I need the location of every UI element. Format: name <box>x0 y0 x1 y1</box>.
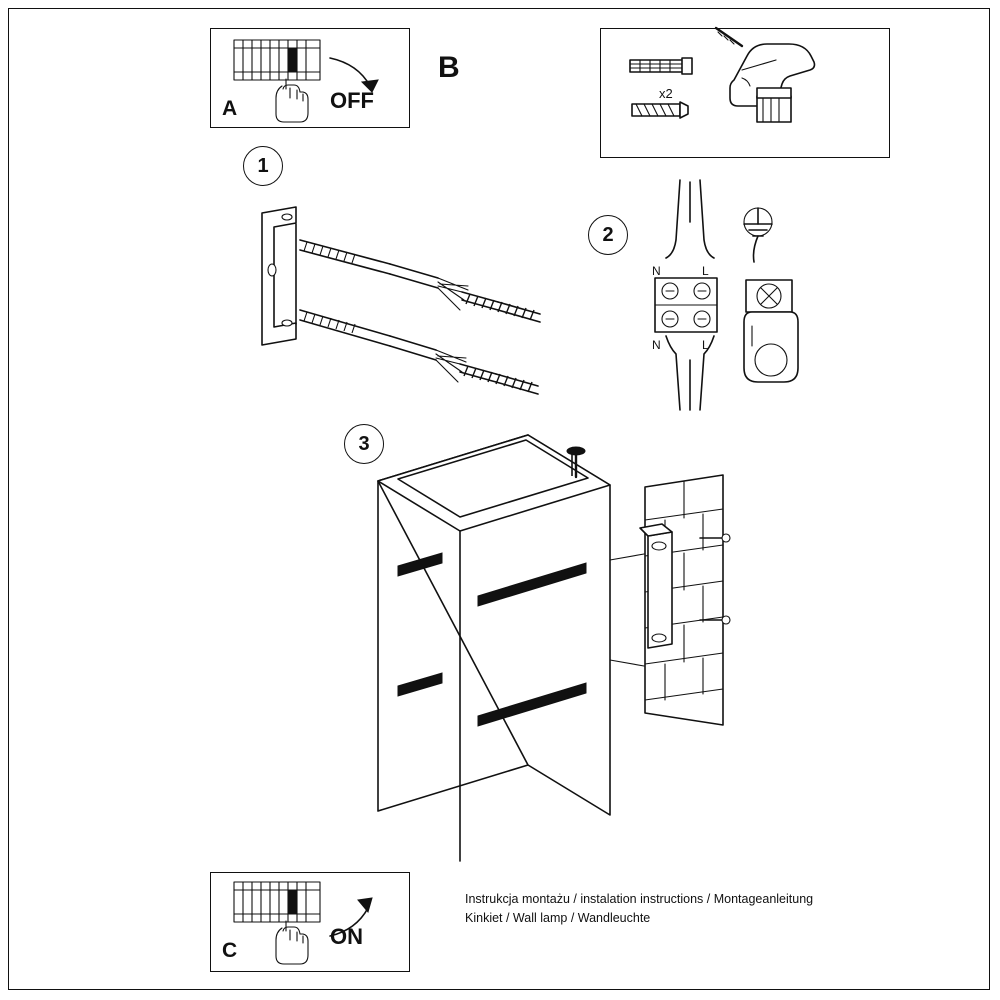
panel-a-action: OFF <box>330 88 374 113</box>
panel-b-quantity: x2 <box>659 86 673 101</box>
terminal-label-n-bottom: N <box>652 338 661 352</box>
panel-c-letter: C <box>222 939 238 962</box>
panel-c-action: ON <box>330 924 363 949</box>
panel-a-letter: A <box>222 97 238 120</box>
terminal-label-n-top: N <box>652 264 661 278</box>
step-1-number: 1 <box>257 154 269 177</box>
footer-text <box>465 890 885 929</box>
step-3-number: 3 <box>358 432 370 455</box>
step-2-number: 2 <box>602 223 614 246</box>
panel-b-letter: B <box>438 51 460 84</box>
terminal-label-l-top: L <box>702 264 709 278</box>
footer-line-2: Kinkiet / Wall lamp / Wandleuchte <box>465 911 651 926</box>
terminal-label-l-bottom: L <box>702 338 709 352</box>
footer-line-1: Instrukcja montażu / instalation instructions / Montageanleitung <box>465 892 814 906</box>
